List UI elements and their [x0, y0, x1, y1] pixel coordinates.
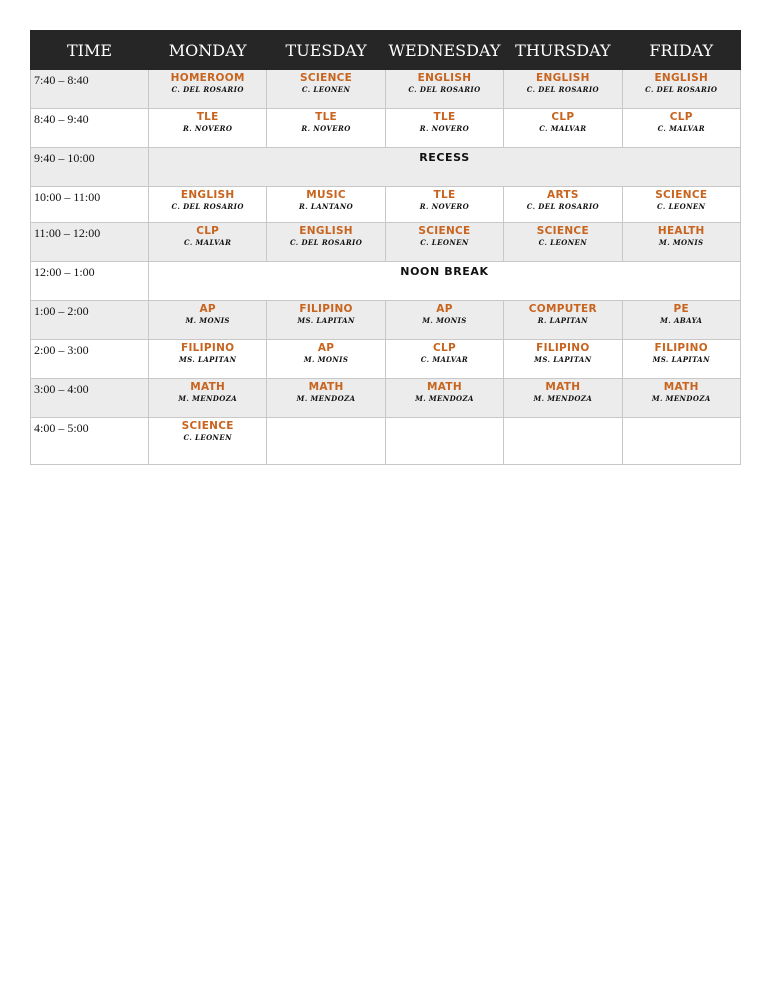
teacher-label: C. DEL ROSARIO	[171, 202, 244, 211]
class-schedule-table	[30, 30, 741, 465]
table-row	[31, 223, 741, 262]
header-tuesday: TUESDAY	[267, 31, 385, 70]
teacher-label: C. LEONEN	[657, 202, 706, 211]
subject-label: SCIENCE	[300, 72, 353, 84]
break-label: RECESS	[419, 151, 470, 164]
teacher-label: MS. LAPITAN	[179, 355, 237, 364]
subject-label: TLE	[315, 111, 338, 123]
class-cell	[149, 187, 267, 223]
class-cell	[504, 109, 622, 148]
subject-label: FILIPINO	[536, 342, 590, 354]
teacher-label: R. NOVERO	[419, 202, 470, 211]
class-cell	[622, 379, 740, 418]
subject-label: AP	[317, 342, 335, 354]
subject-label: ARTS	[547, 189, 579, 201]
teacher-label: M. MENDOZA	[651, 394, 711, 403]
class-cell	[622, 109, 740, 148]
subject-label: HEALTH	[657, 225, 705, 237]
subject-label: MATH	[663, 381, 699, 393]
table-row	[31, 70, 741, 109]
teacher-label: M. ABAYA	[660, 316, 703, 325]
teacher-label: C. MALVAR	[184, 238, 232, 247]
class-cell	[622, 418, 740, 465]
teacher-label: M. MENDOZA	[415, 394, 474, 403]
subject-label: SCIENCE	[181, 420, 234, 432]
header-wednesday: WEDNESDAY	[385, 31, 503, 70]
teacher-label: R. LAPITAN	[537, 316, 588, 325]
teacher-label: C. DEL ROSARIO	[526, 202, 599, 211]
teacher-label: M. MONIS	[303, 355, 349, 364]
class-cell	[385, 187, 503, 223]
table-row	[31, 340, 741, 379]
subject-label: ENGLISH	[654, 72, 709, 84]
table-row	[31, 379, 741, 418]
class-cell	[385, 418, 503, 465]
teacher-label: M. MENDOZA	[296, 394, 356, 403]
class-cell	[504, 301, 622, 340]
schedule-body	[31, 70, 741, 465]
subject-label: ENGLISH	[536, 72, 590, 84]
header-thursday: THURSDAY	[504, 31, 622, 70]
teacher-label: C. LEONEN	[420, 238, 469, 247]
class-cell	[267, 418, 385, 465]
class-cell	[267, 109, 385, 148]
class-cell	[267, 379, 385, 418]
teacher-label: C. LEONEN	[183, 433, 232, 442]
table-row	[31, 301, 741, 340]
subject-label: CLP	[432, 342, 456, 354]
subject-label: AP	[436, 303, 453, 315]
time-slot: 12:00 – 1:00	[31, 262, 149, 301]
teacher-label: C. DEL ROSARIO	[171, 85, 244, 94]
header-row	[31, 31, 741, 70]
teacher-label: C. DEL ROSARIO	[408, 85, 481, 94]
teacher-label: M. MENDOZA	[533, 394, 593, 403]
subject-label: AP	[199, 303, 216, 315]
subject-label: FILIPINO	[654, 342, 708, 354]
class-cell	[504, 70, 622, 109]
table-row	[31, 109, 741, 148]
class-cell	[504, 340, 622, 379]
class-cell	[149, 223, 267, 262]
subject-label: PE	[673, 303, 689, 315]
time-slot: 7:40 – 8:40	[31, 70, 149, 109]
class-cell	[504, 379, 622, 418]
time-slot: 8:40 – 9:40	[31, 109, 149, 148]
time-slot: 10:00 – 11:00	[31, 187, 149, 223]
time-slot: 3:00 – 4:00	[31, 379, 149, 418]
teacher-label: C. MALVAR	[539, 124, 587, 133]
subject-label: CLP	[196, 225, 220, 237]
class-cell	[267, 301, 385, 340]
break-cell	[149, 262, 741, 301]
subject-label: TLE	[433, 111, 456, 123]
subject-label: SCIENCE	[655, 189, 708, 201]
class-cell	[385, 223, 503, 262]
class-cell	[385, 70, 503, 109]
teacher-label: C. LEONEN	[538, 238, 588, 247]
time-slot: 2:00 – 3:00	[31, 340, 149, 379]
teacher-label: MS. LAPITAN	[297, 316, 355, 325]
time-slot: 4:00 – 5:00	[31, 418, 149, 465]
teacher-label: M. MONIS	[422, 316, 467, 325]
subject-label: TLE	[433, 189, 456, 201]
subject-label: MATH	[427, 381, 462, 393]
subject-label: MATH	[190, 381, 226, 393]
class-cell	[149, 340, 267, 379]
class-cell	[385, 109, 503, 148]
class-cell	[385, 340, 503, 379]
header-friday: FRIDAY	[622, 31, 740, 70]
header-time: TIME	[31, 31, 149, 70]
teacher-label: R. NOVERO	[419, 124, 470, 133]
table-row	[31, 187, 741, 223]
teacher-label: M. MONIS	[659, 238, 704, 247]
subject-label: MATH	[308, 381, 344, 393]
teacher-label: MS. LAPITAN	[534, 355, 592, 364]
subject-label: SCIENCE	[418, 225, 471, 237]
class-cell	[149, 301, 267, 340]
class-cell	[622, 340, 740, 379]
teacher-label: R. LANTANO	[298, 202, 354, 211]
teacher-label: R. NOVERO	[183, 124, 233, 133]
subject-label: MUSIC	[306, 189, 346, 201]
teacher-label: MS. LAPITAN	[652, 355, 710, 364]
header-monday: MONDAY	[149, 31, 267, 70]
teacher-label: C. MALVAR	[657, 124, 705, 133]
teacher-label: C. DEL ROSARIO	[526, 85, 599, 94]
class-cell	[385, 379, 503, 418]
class-cell	[622, 223, 740, 262]
subject-label: FILIPINO	[299, 303, 353, 315]
break-label: NOON BREAK	[400, 265, 489, 278]
subject-label: ENGLISH	[180, 189, 235, 201]
teacher-label: M. MONIS	[185, 316, 230, 325]
class-cell	[267, 223, 385, 262]
teacher-label: M. MENDOZA	[178, 394, 238, 403]
class-cell	[149, 109, 267, 148]
class-cell	[622, 187, 740, 223]
class-cell	[149, 70, 267, 109]
subject-label: FILIPINO	[180, 342, 235, 354]
class-cell	[267, 340, 385, 379]
teacher-label: C. LEONEN	[301, 85, 351, 94]
time-slot: 11:00 – 12:00	[31, 223, 149, 262]
teacher-label: C. DEL ROSARIO	[289, 238, 363, 247]
class-cell	[504, 418, 622, 465]
table-row	[31, 262, 741, 301]
subject-label: ENGLISH	[417, 72, 472, 84]
teacher-label: C. DEL ROSARIO	[645, 85, 718, 94]
class-cell	[149, 418, 267, 465]
time-slot: 1:00 – 2:00	[31, 301, 149, 340]
time-slot: 9:40 – 10:00	[31, 148, 149, 187]
class-cell	[622, 70, 740, 109]
teacher-label: R. NOVERO	[301, 124, 351, 133]
class-cell	[622, 301, 740, 340]
class-cell	[267, 70, 385, 109]
subject-label: HOMEROOM	[170, 72, 245, 84]
class-cell	[149, 379, 267, 418]
subject-label: CLP	[551, 111, 575, 123]
class-cell	[267, 187, 385, 223]
table-row	[31, 418, 741, 465]
class-cell	[504, 187, 622, 223]
table-row	[31, 148, 741, 187]
class-cell	[385, 301, 503, 340]
subject-label: ENGLISH	[299, 225, 353, 237]
break-cell	[149, 148, 741, 187]
class-cell	[504, 223, 622, 262]
subject-label: TLE	[196, 111, 219, 123]
subject-label: MATH	[545, 381, 581, 393]
teacher-label: C. MALVAR	[420, 355, 469, 364]
subject-label: COMPUTER	[528, 303, 597, 315]
subject-label: SCIENCE	[536, 225, 589, 237]
subject-label: CLP	[669, 111, 693, 123]
